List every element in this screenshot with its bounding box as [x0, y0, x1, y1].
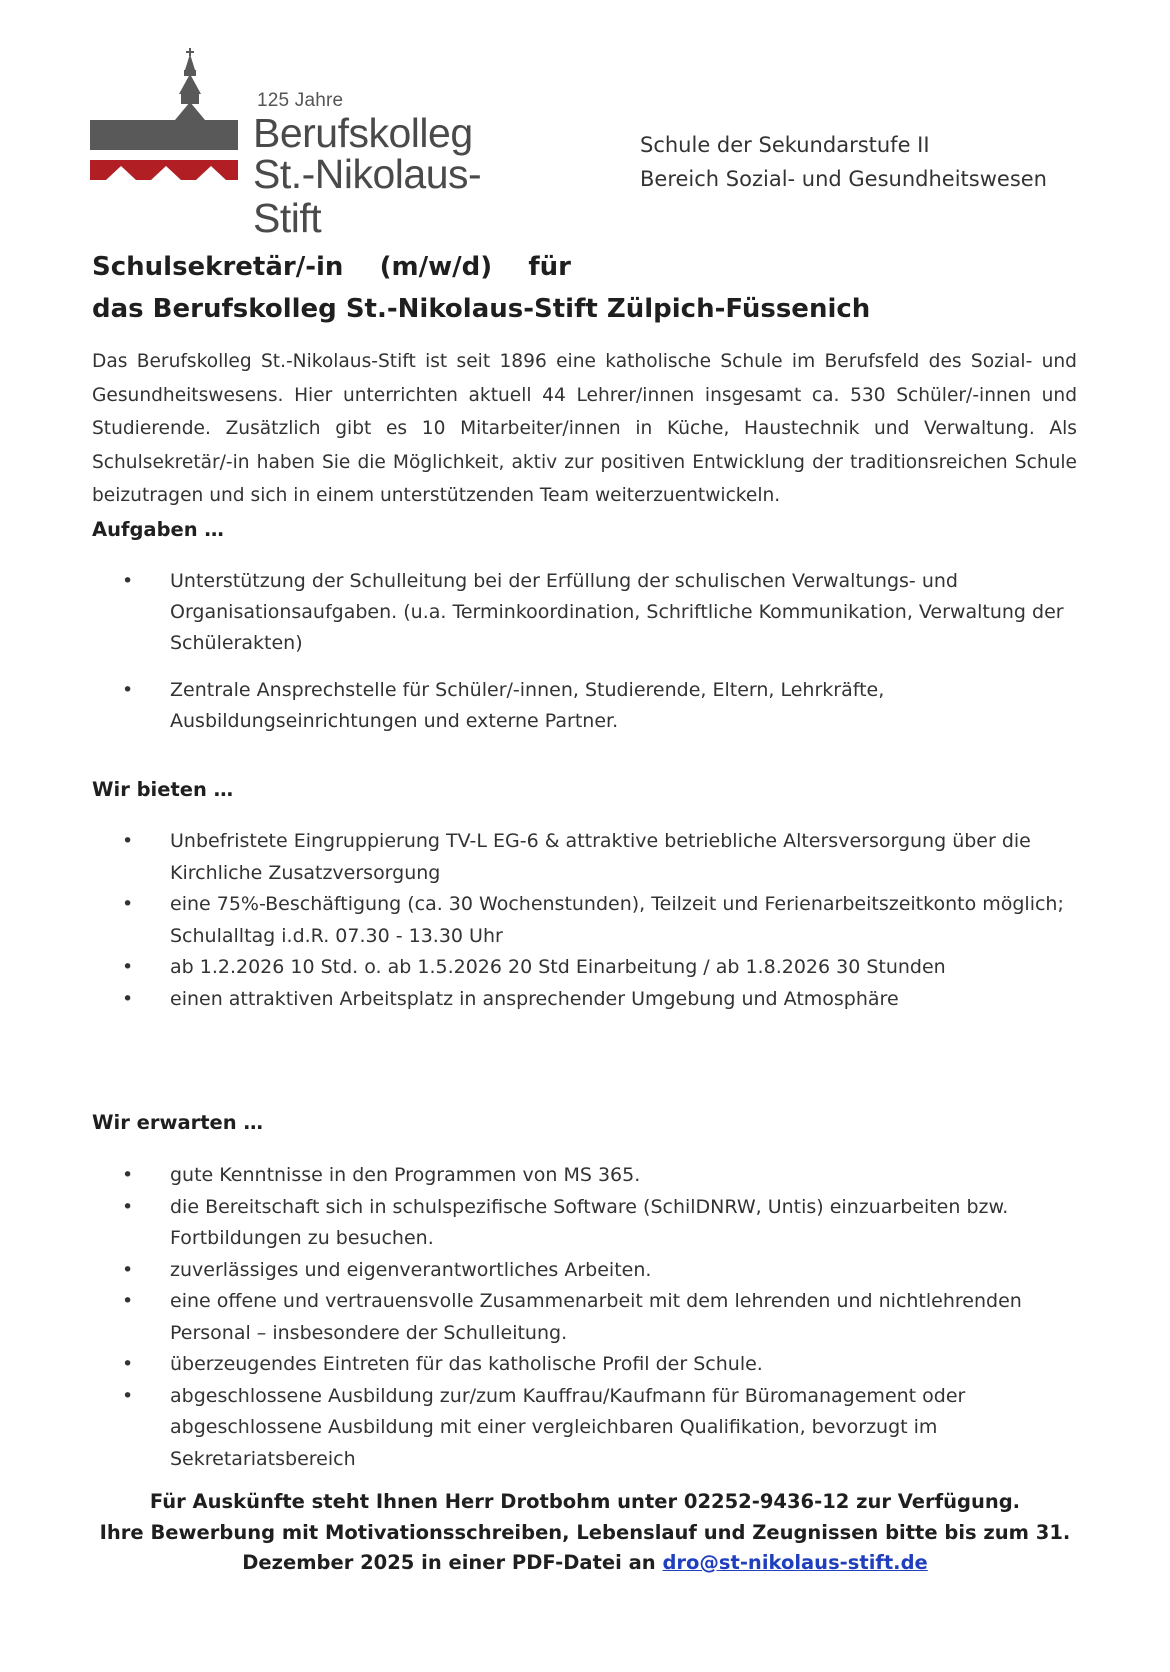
bullet-icon: • [122, 679, 134, 701]
list-item: • Unbefristete Eingruppierung TV-L EG-6 & attraktive betriebliche Altersversorgung über die Kirchliche Zusatzversorgung [120, 826, 1080, 889]
bullet-icon: • [122, 987, 134, 1010]
email-link[interactable]: dro@st-nikolaus-stift.de [662, 1551, 928, 1574]
list-item: • die Bereitschaft sich in schulspezifische Software (SchilDNRW, Untis) einzuarbeiten bzw. Fortbildungen zu besuchen. [120, 1192, 1080, 1255]
footer-line3-text: Dezember 2025 in einer PDF-Datei an [242, 1551, 656, 1574]
school-info [640, 128, 1047, 196]
list-item: • gute Kenntnisse in den Programmen von MS 365. [120, 1160, 1080, 1192]
logo-anniversary: 125 Jahre [257, 90, 344, 111]
list-item: • eine 75%-Beschäftigung (ca. 30 Wochenstunden), Teilzeit und Ferienarbeitszeitkonto möglich; Schulalltag i.d.R. 07.30 - 13.30 Uhr [120, 889, 1080, 952]
job-title-line1: Schulsekretär/-in (m/w/d) für [92, 252, 571, 282]
bullet-icon: • [122, 1258, 134, 1281]
list-item: • Unterstützung der Schulleitung bei der Erfüllung der schulischen Verwaltungs- und Organisationsaufgaben. (u.a. Terminkoordination, Schriftliche Kommunikation, Verwaltung der Schülerakten) [120, 566, 1080, 659]
aufgaben-list [120, 566, 1080, 753]
list-item: • überzeugendes Eintreten für das katholische Profil der Schule. [120, 1349, 1080, 1381]
footer-line3 [60, 1548, 1110, 1579]
logo-name-line1: Berufskolleg [253, 110, 473, 156]
letterhead [0, 0, 1170, 241]
school-info-line1: Schule der Sekundarstufe II [640, 133, 930, 157]
church-tower-logo-icon [90, 48, 250, 180]
bullet-icon: • [122, 830, 134, 852]
list-item: • Zentrale Ansprechstelle für Schüler/-innen, Studierende, Eltern, Lehrkräfte, Ausbildungseinrichtungen und externe Partner. [120, 675, 1080, 737]
bullet-icon: • [122, 1290, 134, 1312]
job-title [92, 246, 1092, 330]
list-item: • eine offene und vertrauensvolle Zusammenarbeit mit dem lehrenden und nichtlehrenden Personal – insbesondere der Schulleitung. [120, 1286, 1080, 1349]
footer-line2: Ihre Bewerbung mit Motivationsschreiben, Lebenslauf und Zeugnissen bitte bis zum 31. [99, 1520, 1071, 1544]
list-item: • zuverlässiges und eigenverantwortliches Arbeiten. [120, 1255, 1080, 1287]
logo-name-line2: St.-Nikolaus-Stift [253, 151, 482, 241]
school-info-line2: Bereich Sozial- und Gesundheitswesen [640, 167, 1047, 191]
bullet-icon: • [122, 1353, 134, 1375]
bullet-icon: • [122, 956, 134, 978]
bullet-icon: • [122, 1164, 134, 1186]
bullet-icon: • [122, 1195, 134, 1218]
footer-line1: Für Auskünfte steht Ihnen Herr Drotbohm unter 02252-9436-12 zur Verfügung. [149, 1490, 1021, 1513]
bieten-list [120, 826, 1080, 1015]
contact-footer [60, 1487, 1110, 1579]
list-item: • einen attraktiven Arbeitsplatz in ansprechender Umgebung und Atmosphäre [120, 984, 1080, 1016]
aufgaben-heading: Aufgaben … [92, 518, 224, 541]
bullet-icon: • [122, 1384, 134, 1407]
bieten-heading: Wir bieten … [92, 778, 234, 801]
list-item: • abgeschlossene Ausbildung zur/zum Kauffrau/Kaufmann für Büromanagement oder abgeschlossene Ausbildung mit einer vergleichbaren Qualifikation, bevorzugt im Sekretariatsbereich [120, 1381, 1080, 1476]
erwarten-list [120, 1160, 1080, 1475]
bullet-icon: • [122, 893, 134, 915]
erwarten-heading: Wir erwarten … [92, 1111, 263, 1134]
intro-paragraph: Das Berufskolleg St.-Nikolaus-Stift ist seit 1896 eine katholische Schule im Berufsfeld des Sozial- und Gesundheitswesens. Hier unterrichten aktuell 44 Lehrer/innen insgesamt ca. 530 Schüler/-innen und Studierende. Zusätzlich gibt es 10 Mitarbeiter/innen in Küche, Haustechnik und Verwaltung. Als Schulsekretär/-in haben Sie die Möglichkeit, aktiv zur positiven Entwicklung der traditionsreichen Schule beizutragen und sich in einem unterstützenden Team weiterzuentwickeln. [92, 351, 1077, 506]
list-item: • ab 1.2.2026 10 Std. o. ab 1.5.2026 20 Std Einarbeitung / ab 1.8.2026 30 Stunden [120, 952, 1080, 984]
job-title-line2: das Berufskolleg St.-Nikolaus-Stift Zülpich-Füssenich [92, 294, 871, 324]
school-logo [90, 48, 540, 241]
bullet-icon: • [122, 570, 134, 592]
